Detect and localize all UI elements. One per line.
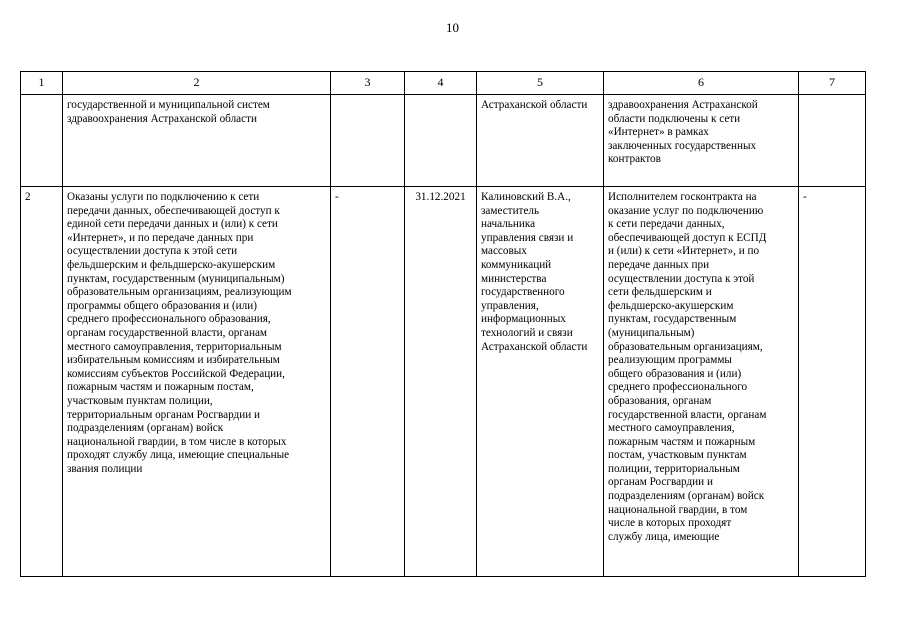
end-date-cell xyxy=(405,95,477,187)
event-description-cell: государственной и муниципальной систем здравоохранения Астраханской области xyxy=(63,95,331,187)
note-cell xyxy=(799,95,866,187)
responsible-cell: Астраханской области xyxy=(477,95,604,187)
responsible-cell: Калиновский В.А., заместитель начальника управления связи и массовых коммуникаций министерства государственного управления, информационных технологий и связи Астраханской области xyxy=(477,187,604,577)
table-header-row xyxy=(21,72,866,95)
result-cell: Исполнителем госконтракта на оказание услуг по подключению к сети передачи данных, обеспечивающей доступ к ЕСПД и (или) к сети «Интернет», и по передаче данных при осуществлении доступа к этой сети фельдшерским и фельдшерско-акушерским пунктам, государственным (муниципальным) образовательным организациям, реализующим программы общего образования и (или) среднего профессионального образования, органам государственной власти, органам местного самоуправления, пожарным частям и пожарным постам, участковым пунктам полиции, территориальным органам Росгвардии и подразделениям (органам) войск национальной гвардии, в том числе в которых проходят службу лица, имеющие xyxy=(604,187,799,577)
column-header: 2 xyxy=(63,72,331,95)
table-row xyxy=(21,95,866,187)
table-row xyxy=(21,187,866,577)
column-header: 1 xyxy=(21,72,63,95)
end-date-cell: 31.12.2021 xyxy=(405,187,477,577)
result-cell: здравоохранения Астраханской области подключены к сети «Интернет» в рамках заключенных государственных контрактов xyxy=(604,95,799,187)
page-number: 10 xyxy=(446,20,459,35)
row-number-cell: 2 xyxy=(21,187,63,577)
column-header: 5 xyxy=(477,72,604,95)
plan-table xyxy=(20,71,866,577)
start-date-cell xyxy=(331,95,405,187)
column-header: 3 xyxy=(331,72,405,95)
column-header: 7 xyxy=(799,72,866,95)
note-cell: - xyxy=(799,187,866,577)
column-header: 6 xyxy=(604,72,799,95)
start-date-cell: - xyxy=(331,187,405,577)
event-description-cell: Оказаны услуги по подключению к сети передачи данных, обеспечивающей доступ к единой сети передачи данных и (или) к сети «Интернет», и по передаче данных при осуществлении доступа к этой сети фельдшерским и фельдшерско-акушерским пунктам, государственным (муниципальным) образовательным организациям, реализующим программы общего образования и (или) среднего профессионального образования, органам государственной власти, органам местного самоуправления, территориальным избирательным комиссиям и избирательным комиссиям субъектов Российской Федерации, пожарным частям и пожарным постам, участковым пунктам полиции, территориальным органам Росгвардии и подразделениям (органам) войск национальной гвардии, в том числе в которых проходят службу лица, имеющие специальные звания полиции xyxy=(63,187,331,577)
column-header: 4 xyxy=(405,72,477,95)
row-number-cell xyxy=(21,95,63,187)
